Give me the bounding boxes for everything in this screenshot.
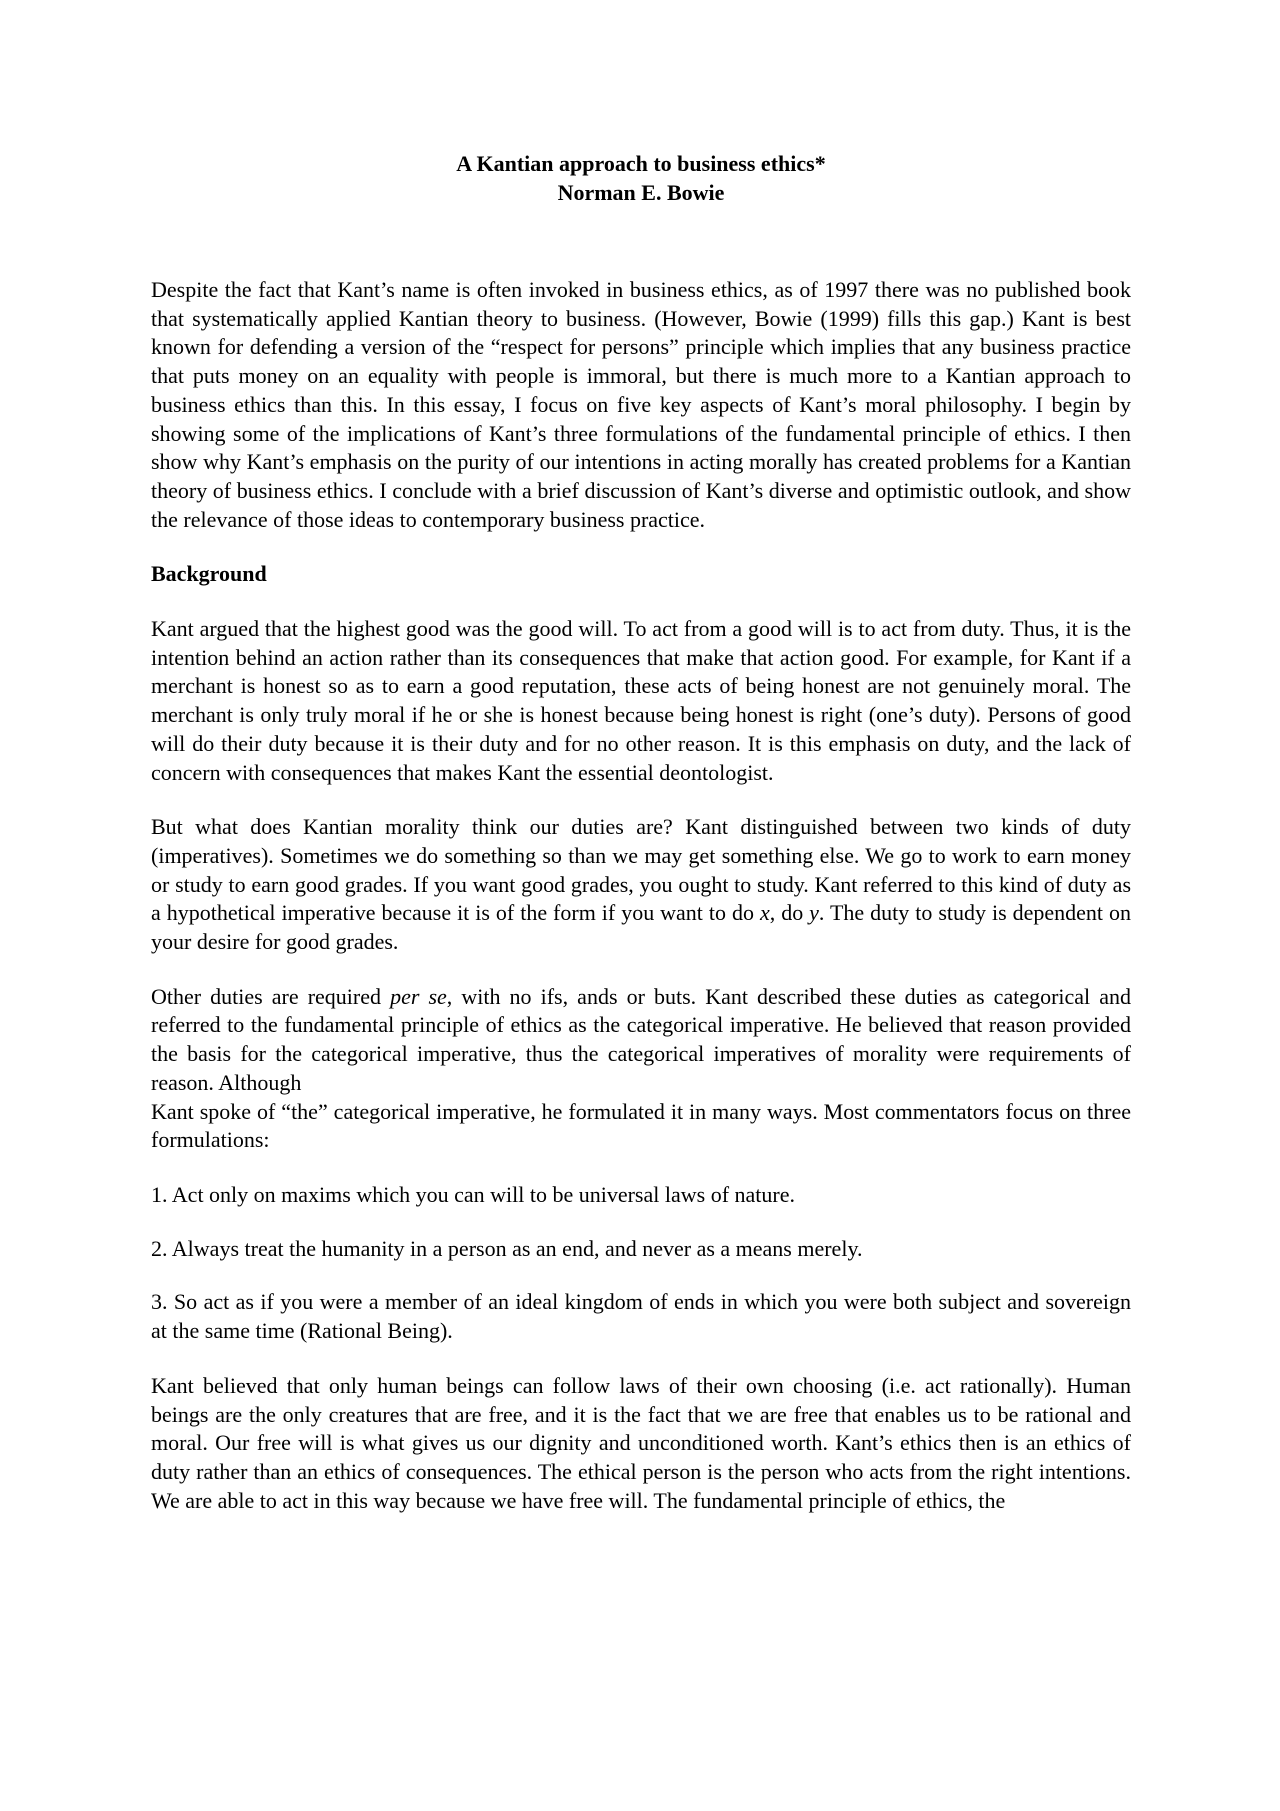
document-page — [151, 150, 1131, 1515]
categorical-continuation: Kant spoke of “the” categorical imperative, he formulated it in many ways. Most commentators focus on three formulations: — [151, 1098, 1131, 1153]
document-title: A Kantian approach to business ethics* — [456, 151, 826, 176]
duties-text: But what does Kantian morality think our duties are? Kant distinguished between two kinds of duty (imperatives). Sometimes we do something so than we may get something else. We go to work to earn money or study to earn good grades. If you want good grades, you ought to study. Kant referred to this kind of duty as a hypothetical imperative because it is of the form if you want to do — [151, 814, 1131, 926]
italic-per-se: per se — [390, 983, 447, 1009]
italic-y: y — [809, 900, 819, 926]
paragraph-rational: Kant believed that only human beings can follow laws of their own choosing (i.e. act rationally). Human beings are the only creatures that are free, and it is the fact that we are free that enables us to be rational and moral. Our free will is what gives us our dignity and unconditioned worth. Kant’s ethics then is an ethics of duty rather than an ethics of consequences. The ethical person is the person who acts from the right intentions. We are able to act in this way because we have free will. The fundamental principle of ethics, the — [151, 1372, 1131, 1513]
categorical-start: Other duties are required — [151, 983, 391, 1009]
formulation-1: 1. Act only on maxims which you can will to be universal laws of nature. — [151, 1181, 795, 1207]
categorical-text — [151, 983, 1131, 1098]
intro-paragraph: Despite the fact that Kant’s name is often invoked in business ethics, as of 1997 there was no published book that systematically applied Kantian theory to business. (However, Bowie (1999) fills this gap.) Kant is best known for defending a version of the “respect for persons” principle which implies that any business practice that puts money on an equality with people is immoral, but there is much more to a Kantian approach to business ethics than this. In this essay, I focus on five key aspects of Kant’s moral philosophy. I begin by showing some of the implications of Kant’s three formulations of the fundamental principle of ethics. I then show why Kant’s emphasis on the purity of our intentions in acting morally has created problems for a Kantian theory of business ethics. I conclude with a brief discussion of Kant’s diverse and optimistic outlook, and show the relevance of those ideas to contemporary business practice. — [151, 277, 1131, 532]
duties-text-end: . The duty to study is dependent on your desire for good grades. — [151, 900, 1131, 955]
categorical-rest: , with no ifs, ands or buts. Kant described these duties as categorical and referred to the fundamental principle of ethics as the categorical imperative. He believed that reason provided the basis for the categorical imperative, thus the categorical imperatives of morality were requirements of reason. Although — [151, 983, 1132, 1095]
duties-text-mid: , do — [769, 900, 810, 926]
italic-x: x — [759, 900, 770, 926]
document-author: Norman E. Bowie — [557, 179, 725, 205]
paragraph-duties — [151, 813, 1131, 957]
title-block — [151, 150, 1131, 207]
section-heading-background: Background — [151, 561, 267, 587]
formulation-3: 3. So act as if you were a member of an ideal kingdom of ends in which you were both subject and sovereign at the same time (Rational Being). — [151, 1289, 1131, 1344]
paragraph-categorical — [151, 983, 1131, 1155]
formulation-2: 2. Always treat the humanity in a person as an end, and never as a means merely. — [151, 1235, 863, 1261]
paragraph-good-will: Kant argued that the highest good was the good will. To act from a good will is to act from duty. Thus, it is the intention behind an action rather than its consequences that make that action good. For example, for Kant if a merchant is honest so as to earn a good reputation, these acts of being honest are not genuinely moral. The merchant is only truly moral if he or she is honest because being honest is right (one’s duty). Persons of good will do their duty because it is their duty and for no other reason. It is this emphasis on duty, and the lack of concern with consequences that makes Kant the essential deontologist. — [151, 616, 1131, 785]
